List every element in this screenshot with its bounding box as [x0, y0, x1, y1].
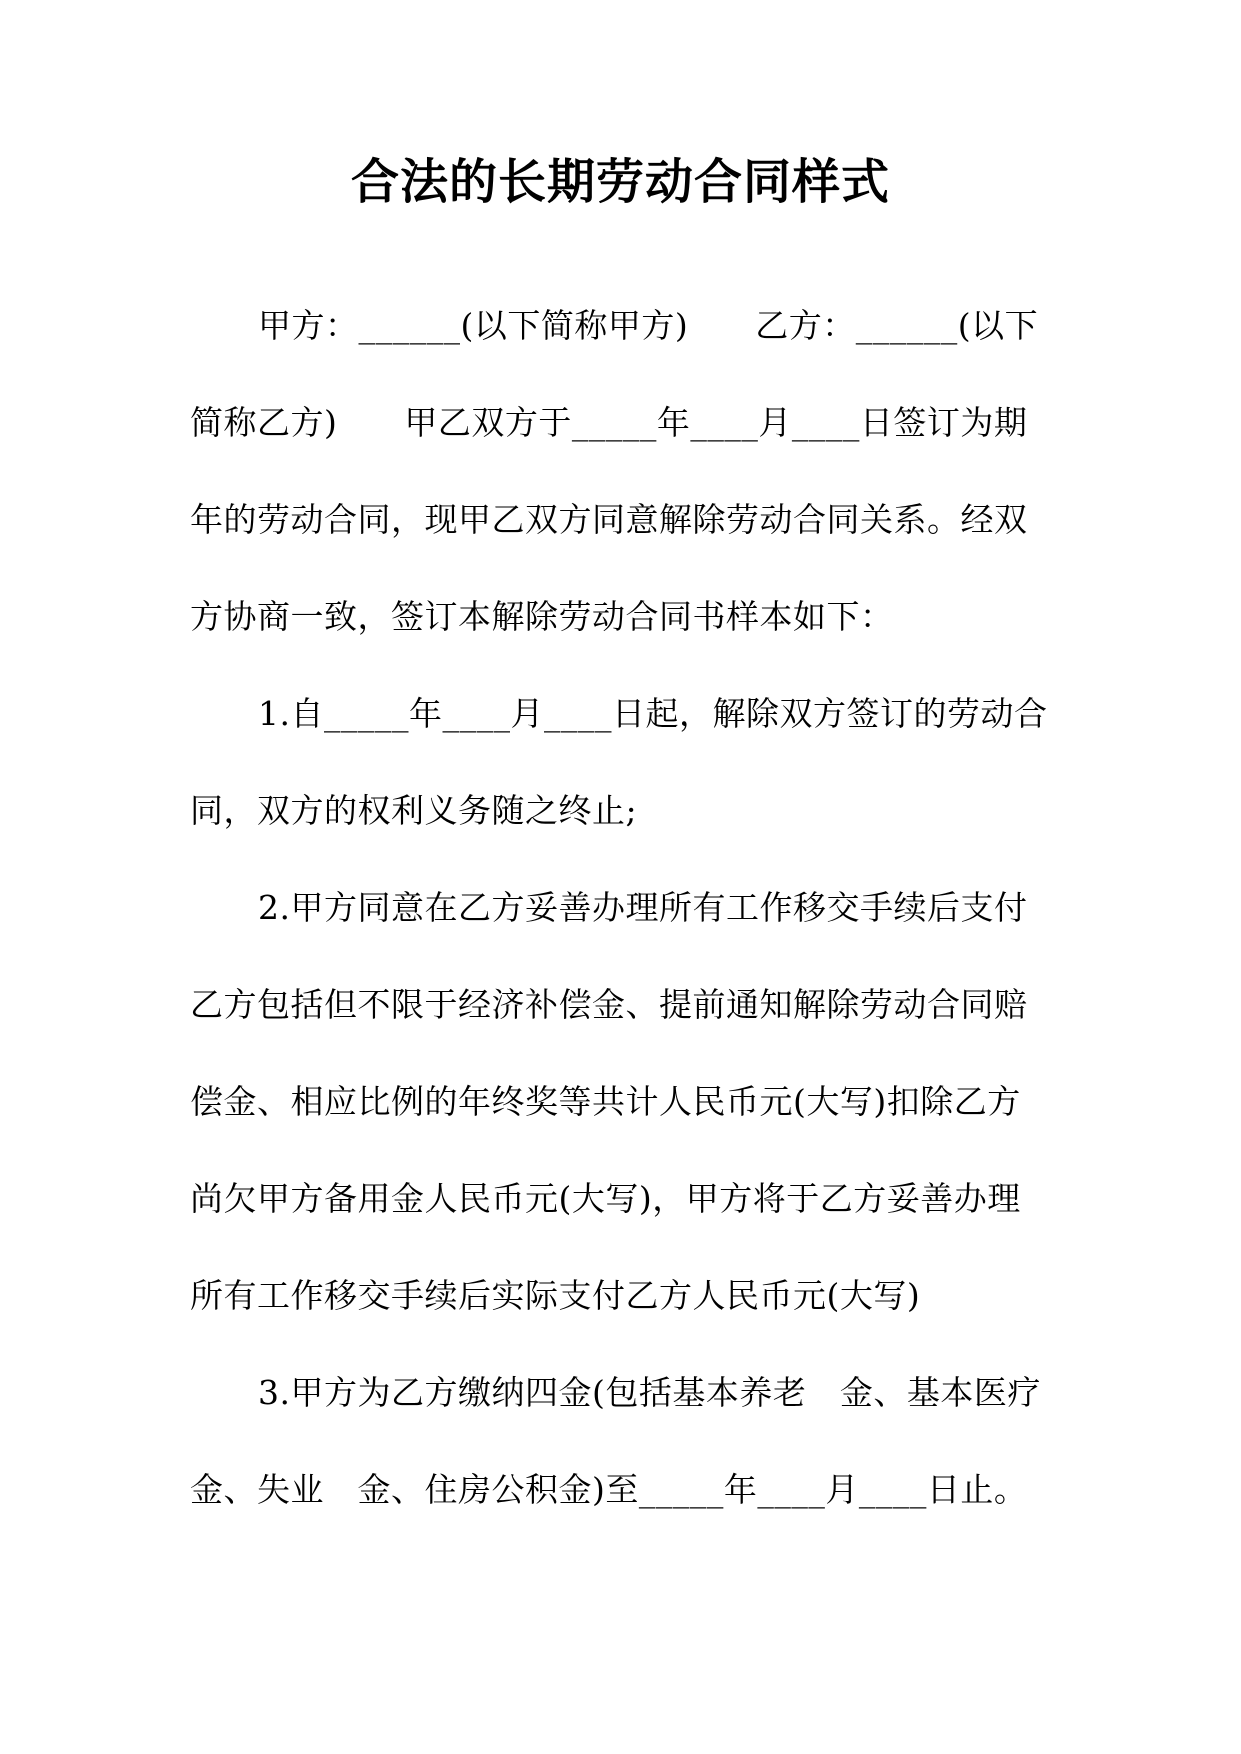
paragraph-1-line-2: 简称乙方) 甲乙双方于_____年____月____日签订为期 — [190, 403, 1028, 442]
clause-2-line-4: 尚欠甲方备用金人民币元(大写)，甲方将于乙方妥善办理 — [190, 1179, 1021, 1218]
paragraph-1-line-3: 年的劳动合同，现甲乙双方同意解除劳动合同关系。经双 — [190, 500, 1028, 539]
clause-1-line-2: 同，双方的权利义务随之终止; — [190, 791, 638, 830]
paragraph-1-line-1: 甲方：______(以下简称甲方) 乙方：______(以下 — [258, 306, 1039, 345]
document-title: 合法的长期劳动合同样式 — [350, 154, 890, 210]
paragraph-1-line-4: 方协商一致，签订本解除劳动合同书样本如下： — [190, 597, 894, 636]
clause-2-line-1: 2.甲方同意在乙方妥善办理所有工作移交手续后支付 — [258, 888, 1028, 927]
clause-2-line-5: 所有工作移交手续后实际支付乙方人民币元(大写) — [190, 1276, 921, 1315]
clause-3-line-1: 3.甲方为乙方缴纳四金(包括基本养老 金、基本医疗 — [258, 1373, 1041, 1412]
clause-3-line-2: 金、失业 金、住房公积金)至_____年____月____日止。 — [190, 1470, 1028, 1509]
clause-2-line-2: 乙方包括但不限于经济补偿金、提前通知解除劳动合同赔 — [190, 985, 1028, 1024]
clause-2-line-3: 偿金、相应比例的年终奖等共计人民币元(大写)扣除乙方 — [190, 1082, 1021, 1121]
clause-1-line-1: 1.自_____年____月____日起，解除双方签订的劳动合 — [258, 694, 1048, 733]
